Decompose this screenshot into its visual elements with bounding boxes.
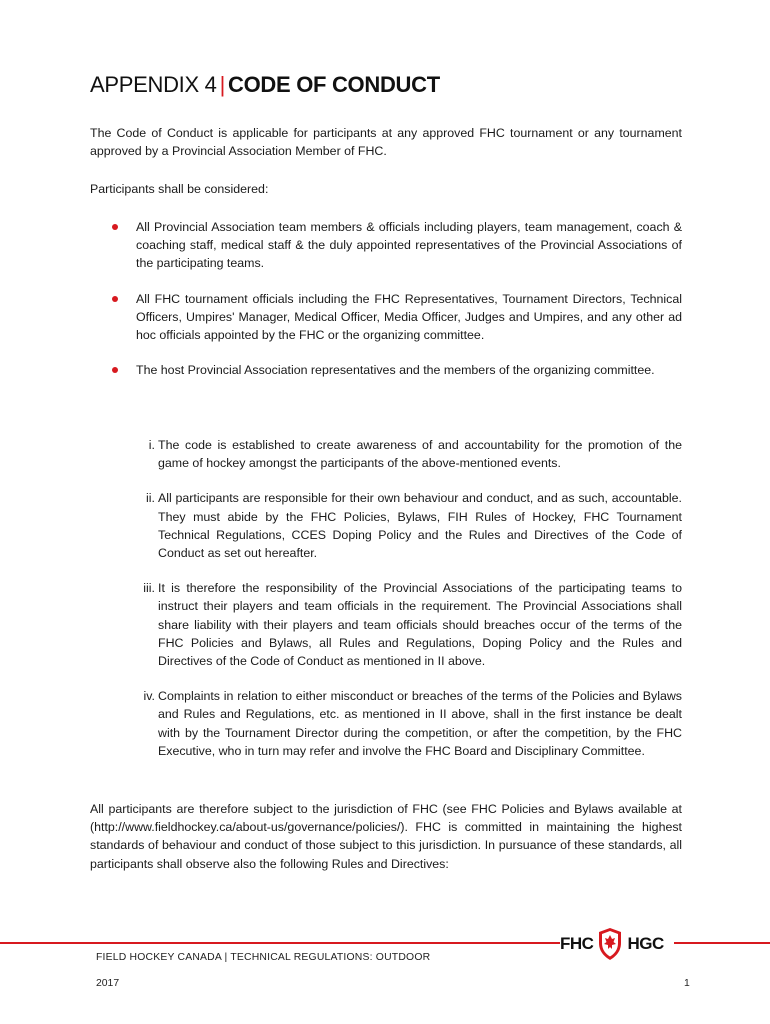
shield-icon <box>597 927 623 961</box>
item-number: iv. <box>143 689 155 704</box>
item-number: iii. <box>143 581 155 596</box>
roman-numeral-list <box>130 436 682 777</box>
participant-bullet-list <box>90 218 682 396</box>
closing-paragraph: All participants are therefore subject to the jurisdiction of FHC (see FHC Policies and Bylaws available at (http://www.fieldhockey.ca/about-us/governance/policies/). FHC is committed in maintaining the highest standards of behaviour and conduct of those subject to this jurisdiction. In pursuance of these standards, all participants shall observe also the following Rules and Directives: <box>90 802 682 871</box>
list-item <box>130 687 682 760</box>
logo-text-left: FHC <box>560 934 594 953</box>
bullet-icon <box>112 224 118 230</box>
item-number: i. <box>148 438 155 452</box>
bullet-icon <box>112 296 118 302</box>
title-text: CODE OF CONDUCT <box>228 72 440 97</box>
page-number: 1 <box>684 978 690 989</box>
item-number: ii. <box>146 491 155 506</box>
item-text: All participants are responsible for their own behaviour and conduct, and as such, accountable. They must abide by the FHC Policies, Bylaws, FIH Rules of Hockey, FHC Tournament Technical Regulations, CCES Doping Policy and the Rules and Directives of the Code of Conduct as set out hereafter. <box>158 491 682 561</box>
list-item: The host Provincial Association representatives and the members of the organizing committee. <box>90 361 682 379</box>
item-text: It is therefore the responsibility of the Provincial Associations of the participating teams to instruct their players and team officials in the requirement. The Provincial Associations shall share liability with their players and team officials should breaches occur of the terms of the FHC Policies and Bylaws, all Rules and Regulations, Doping Policy and the Rules and Directives of the Code of Conduct as mentioned in II above. <box>158 581 682 669</box>
list-item: All FHC tournament officials including the FHC Representatives, Tournament Directors, Technical Officers, Umpires' Manager, Medical Officer, Media Officer, Judges and Umpires, and any other ad hoc officials appointed by the FHC or the organizing committee. <box>90 290 682 345</box>
footer-document-title: FIELD HOCKEY CANADA | TECHNICAL REGULATIONS: OUTDOOR <box>96 952 431 963</box>
appendix-label: APPENDIX 4 <box>90 72 217 97</box>
page-title <box>90 72 440 98</box>
intro-paragraph: The Code of Conduct is applicable for participants at any approved FHC tournament or any tournament approved by a Provincial Association Member of FHC. <box>90 126 682 159</box>
list-item <box>130 436 682 472</box>
list-item <box>130 579 682 670</box>
title-separator: | <box>219 72 226 97</box>
bullet-icon <box>112 367 118 373</box>
considered-label: Participants shall be considered: <box>90 182 269 196</box>
list-item <box>130 489 682 562</box>
footer-year: 2017 <box>96 978 120 989</box>
logo-text-right: HGC <box>627 934 664 953</box>
item-text: Complaints in relation to either misconduct or breaches of the terms of the Policies and Bylaws and Rules and Regulations, etc. as mentioned in II above, shall in the first instance be dealt with by the Tournament Director during the competition, or after the competition, by the FHC Executive, who in turn may refer and involve the FHC Board and Disciplinary Committee. <box>158 689 682 758</box>
fhc-logo <box>560 924 674 964</box>
item-text: The code is established to create awareness of and accountability for the promotion of the game of hockey amongst the participants of the above-mentioned events. <box>158 438 682 471</box>
list-item: All Provincial Association team members & officials including players, team management, coach & coaching staff, medical staff & the duly appointed representatives of the Provincial Associations of the participating teams. <box>90 218 682 273</box>
